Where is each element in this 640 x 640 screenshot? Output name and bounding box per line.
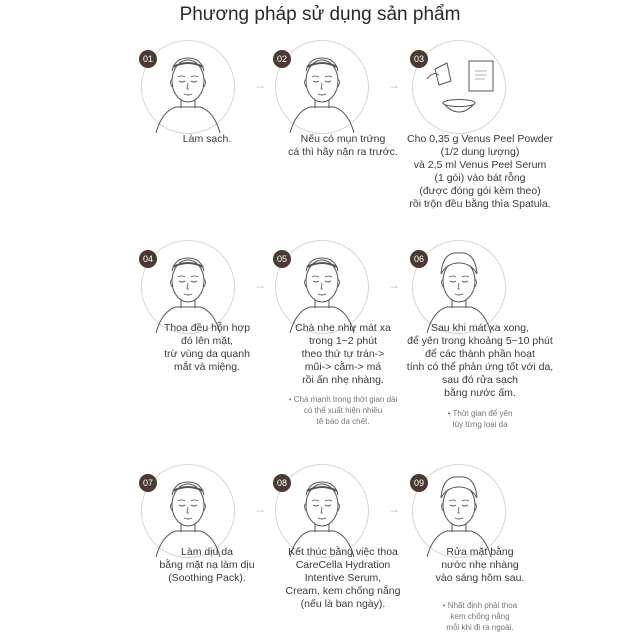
step-09-instruction — [380, 546, 580, 585]
instruction-line: Sau khi mát xa xong, — [430, 322, 530, 334]
instruction-line: Làm dịu da — [181, 546, 233, 558]
instruction-line: Làm sạch. — [182, 133, 232, 145]
instruction-line: (1 gói) vào bát rỗng — [434, 172, 526, 184]
instruction-line: sau đó rửa sạch — [442, 374, 518, 386]
note-line: mỗi khi đi ra ngoài. — [446, 623, 514, 632]
step-number-badge: 05 — [273, 250, 291, 268]
step-number-badge: 03 — [410, 50, 428, 68]
instruction-line: Cream, kem chống nắng — [285, 585, 401, 597]
instruction-line: (được đóng gói kèm theo) — [419, 185, 541, 197]
note-line: tùy từng loại da — [452, 420, 508, 429]
instruction-line: mắt và miệng. — [174, 361, 240, 373]
step-number-badge: 08 — [273, 474, 291, 492]
next-step-arrow-icon: → — [254, 502, 266, 516]
note-line: • Thời gian để yên — [447, 409, 513, 418]
instruction-line: trong 1~2 phút — [308, 335, 377, 347]
instruction-line: tính có thể phản ứng tốt với da, — [406, 361, 554, 373]
instruction-line: vào sáng hôm sau. — [435, 572, 525, 584]
step-number-badge: 07 — [139, 474, 157, 492]
instruction-line: Nếu có mụn trứng — [300, 133, 386, 145]
instruction-line: trừ vùng da quanh — [164, 348, 250, 360]
instruction-line: để yên trong khoảng 5~10 phút — [407, 335, 553, 347]
instruction-line: để các thành phần hoạt — [425, 348, 535, 360]
note-line: tế bào da chết. — [316, 417, 370, 426]
instruction-line: cá thì hãy nặn ra trước. — [288, 146, 398, 158]
instruction-line: bằng mặt nạ làm dịu — [159, 559, 255, 571]
step-09-note — [380, 600, 580, 633]
next-step-arrow-icon: → — [254, 78, 266, 92]
instruction-line: (nếu là ban ngày). — [300, 598, 386, 610]
instruction-line: rồi trộn đều bằng thìa Spatula. — [409, 198, 551, 210]
instruction-line: CareCella Hydration — [295, 559, 391, 571]
next-step-arrow-icon: → — [388, 78, 400, 92]
step-number-badge: 09 — [410, 474, 428, 492]
instruction-line: Chà nhẹ như mát xa — [295, 322, 391, 334]
instruction-line: Cho 0,35 g Venus Peel Powder — [407, 133, 553, 145]
instruction-line: nước nhẹ nhàng — [441, 559, 519, 571]
instruction-line: rồi ấn nhẹ nhàng. — [302, 374, 384, 386]
instruction-line: Intentive Serum, — [304, 572, 382, 584]
step-number-badge: 06 — [410, 250, 428, 268]
instruction-line: bằng nước ấm. — [444, 387, 516, 399]
step-number-badge: 01 — [139, 50, 157, 68]
step-06-instruction — [380, 322, 580, 400]
instruction-line: theo thứ tự trán-> — [301, 348, 385, 360]
instruction-line: đó lên mặt, — [181, 335, 233, 347]
note-line: có thể xuất hiện nhiều — [303, 406, 383, 415]
instruction-line: (Soothing Pack). — [168, 572, 246, 584]
instruction-line: (1/2 dung lượng) — [440, 146, 520, 158]
page-title: Phương pháp sử dụng sản phẩm — [179, 4, 461, 25]
note-line: • Nhất định phải thoa — [442, 601, 518, 610]
instruction-line: và 2,5 ml Venus Peel Serum — [413, 159, 547, 171]
note-line: • Chà mạnh trong thời gian dài — [288, 395, 398, 404]
instruction-line: mũi-> cằm-> má — [304, 361, 382, 373]
instruction-line: Kết thúc bằng việc thoa — [288, 546, 398, 558]
step-number-badge: 02 — [273, 50, 291, 68]
step-03-instruction — [380, 133, 580, 211]
next-step-arrow-icon: → — [388, 502, 400, 516]
instruction-line: Thoa đều hỗn hợp — [163, 322, 251, 334]
instruction-line: Rửa mặt bằng — [446, 546, 514, 558]
step-number-badge: 04 — [139, 250, 157, 268]
next-step-arrow-icon: → — [254, 278, 266, 292]
step-06-note — [380, 408, 580, 430]
next-step-arrow-icon: → — [388, 278, 400, 292]
note-line: kem chống nắng — [450, 612, 510, 621]
